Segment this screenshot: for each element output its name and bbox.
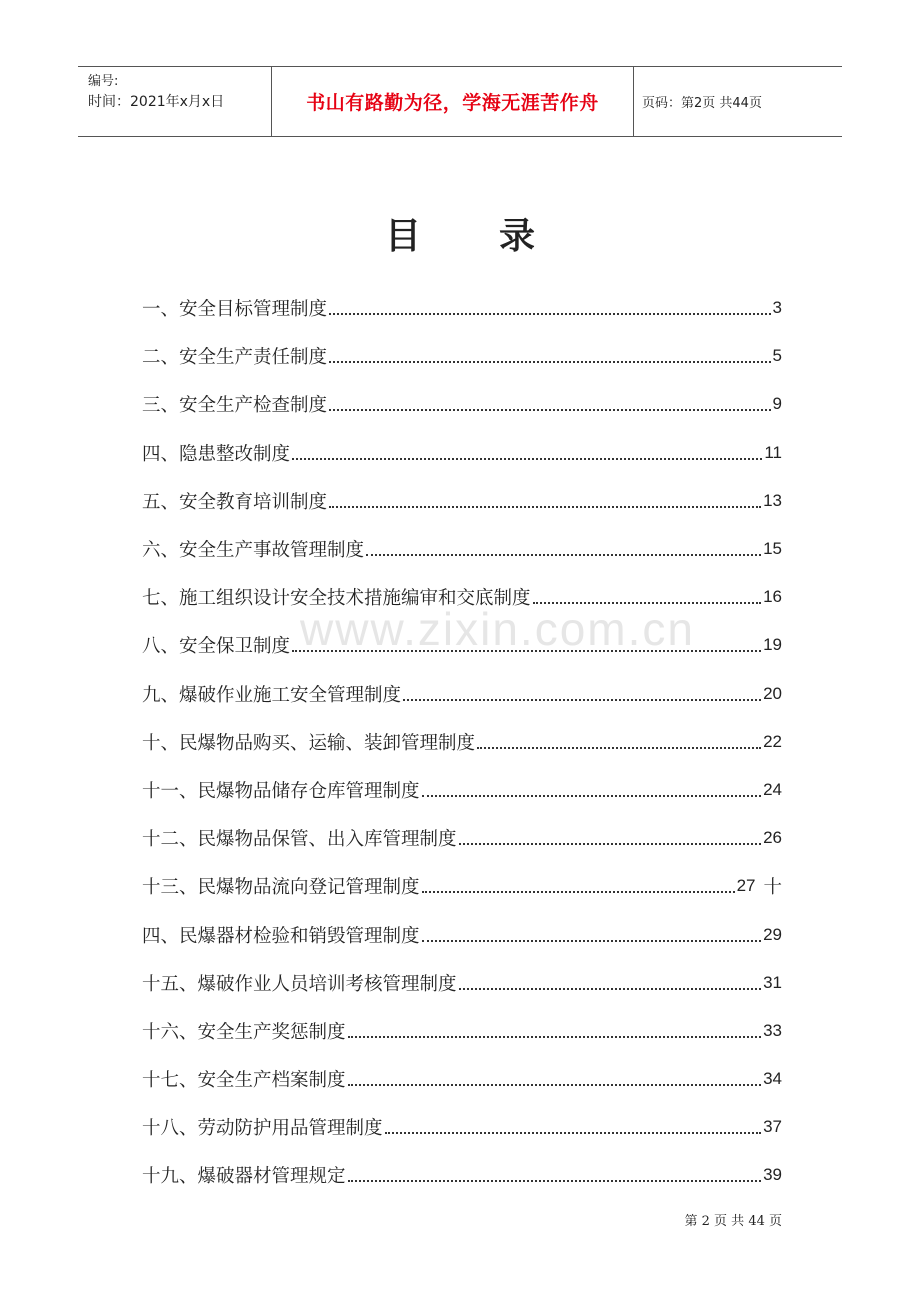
toc-entry-page: 15: [763, 539, 782, 559]
toc-leader-dots: [329, 361, 771, 363]
toc-entry-title: 五、安全教育培训制度: [142, 491, 328, 513]
toc-entry[interactable]: [142, 573, 782, 621]
toc-leader-dots: [459, 988, 762, 990]
toc-entry-title: 七、施工组织设计安全技术措施编审和交底制度: [142, 588, 531, 610]
toc-entry-page: 24: [763, 779, 782, 799]
toc-entry-title: 十二、民爆物品保管、出入库管理制度: [142, 829, 457, 851]
toc-leader-dots: [366, 554, 761, 556]
toc-entry-title: 一、安全目标管理制度: [142, 299, 328, 321]
toc-entry[interactable]: [142, 1055, 782, 1103]
toc-entry-page: 33: [763, 1020, 782, 1040]
toc-entry[interactable]: [142, 525, 782, 573]
toc-entry[interactable]: [142, 477, 782, 525]
toc-entry[interactable]: [142, 766, 782, 814]
header-page-info: 页码：第2页 共44页: [642, 96, 762, 111]
toc-entry-title: 十七、安全生产档案制度: [142, 1070, 346, 1092]
toc-entry-page: 26: [763, 828, 782, 848]
document-number-label: 编号:: [88, 74, 119, 89]
toc-entry-page: 11: [764, 442, 782, 462]
toc-entry-title: 九、爆破作业施工安全管理制度: [142, 684, 402, 706]
page-title: 目录: [384, 215, 613, 257]
toc-entry[interactable]: [142, 380, 782, 428]
toc-entry[interactable]: [142, 284, 782, 332]
toc-leader-dots: [422, 891, 735, 893]
toc-entry-title: 八、安全保卫制度: [142, 636, 291, 658]
toc-entry-title: 十、民爆物品购买、运输、装卸管理制度: [142, 732, 476, 754]
header-page-cell: [634, 67, 842, 136]
page-footer: 第 2 页 共 44 页: [684, 1214, 782, 1229]
toc-entry-page: 5: [772, 346, 782, 366]
toc-entry[interactable]: [142, 718, 782, 766]
toc-entry-title: 十六、安全生产奖惩制度: [142, 1021, 346, 1043]
toc-entry-title: 二、安全生产责任制度: [142, 347, 328, 369]
toc-entry-page: 27: [736, 876, 756, 896]
toc-entry-title: 十九、爆破器材管理规定: [142, 1166, 346, 1188]
toc-entry-title: 十一、民爆物品储存仓库管理制度: [142, 780, 420, 802]
toc-entry[interactable]: [142, 814, 782, 862]
toc-entry-page: 37: [763, 1117, 782, 1137]
motto-text: 书山有路勤为径，学海无涯苦作舟: [306, 92, 599, 114]
toc-entry-page: 20: [763, 683, 782, 703]
toc-entry[interactable]: [142, 1151, 782, 1199]
toc-entry[interactable]: [142, 910, 782, 958]
toc-leader-dots: [533, 602, 762, 604]
toc-leader-dots: [329, 409, 771, 411]
toc-entry-page: 22: [763, 731, 782, 751]
toc-entry[interactable]: [142, 332, 782, 380]
toc-leader-dots: [329, 506, 761, 508]
toc-entry-title: 四、民爆器材检验和销毁管理制度: [142, 925, 420, 947]
toc-leader-dots: [459, 843, 762, 845]
toc-entry[interactable]: [142, 429, 782, 477]
toc-entry-page: 13: [763, 490, 782, 510]
toc-entry-page: 34: [763, 1069, 782, 1089]
toc-entry-title: 六、安全生产事故管理制度: [142, 540, 365, 562]
toc-entry-page: 39: [763, 1165, 782, 1185]
table-of-contents: [142, 284, 782, 1200]
toc-entry[interactable]: [142, 1103, 782, 1151]
toc-leader-dots: [422, 795, 762, 797]
toc-entry-page: 9: [772, 394, 782, 414]
toc-leader-dots: [422, 940, 762, 942]
toc-entry[interactable]: [142, 959, 782, 1007]
toc-entry-page: 31: [763, 972, 782, 992]
toc-entry-title: 十五、爆破作业人员培训考核管理制度: [142, 973, 457, 995]
toc-leader-dots: [292, 650, 761, 652]
toc-entry[interactable]: [142, 862, 782, 910]
header-meta-cell: [78, 67, 272, 136]
toc-leader-dots: [348, 1180, 762, 1182]
toc-leader-dots: [477, 747, 761, 749]
toc-entry-page: 3: [772, 298, 782, 318]
toc-entry-page: 19: [763, 635, 782, 655]
toc-entry-title: 三、安全生产检查制度: [142, 395, 328, 417]
toc-leader-dots: [348, 1084, 762, 1086]
page-header: [78, 66, 842, 137]
toc-leader-dots: [348, 1036, 762, 1038]
toc-leader-dots: [329, 313, 771, 315]
toc-entry[interactable]: [142, 670, 782, 718]
toc-entry-page: 16: [763, 587, 782, 607]
toc-entry[interactable]: [142, 1007, 782, 1055]
toc-entry-title: 十八、劳动防护用品管理制度: [142, 1118, 383, 1140]
toc-entry[interactable]: [142, 621, 782, 669]
toc-leader-dots: [403, 699, 761, 701]
toc-leader-dots: [385, 1132, 762, 1134]
toc-entry-page: 29: [763, 924, 782, 944]
toc-entry-title: 四、隐患整改制度: [142, 443, 291, 465]
toc-entry-tail: 十: [763, 877, 782, 899]
document-date: 时间：2021年x月x日: [88, 94, 225, 110]
header-motto-cell: [272, 67, 634, 136]
toc-leader-dots: [292, 458, 762, 460]
watermark: www.zixin.com.cn: [300, 603, 695, 655]
toc-entry-title: 十三、民爆物品流向登记管理制度: [142, 877, 420, 899]
